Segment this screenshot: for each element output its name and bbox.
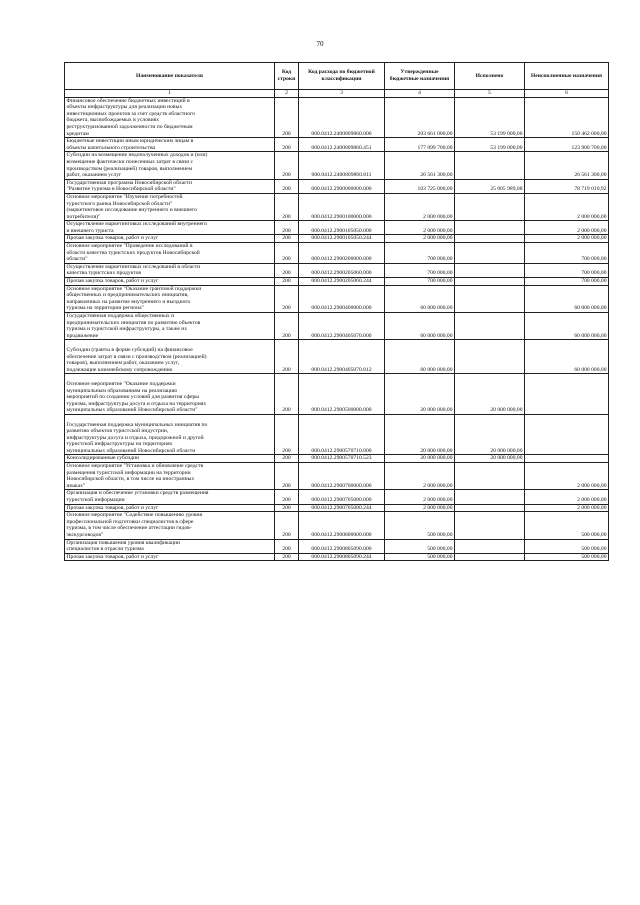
budget-execution-table <box>64 62 609 561</box>
row-unexecuted-amount: 2 000 000,00 <box>525 235 609 243</box>
row-executed-amount <box>455 278 525 286</box>
table-row <box>65 455 609 463</box>
row-executed-amount: 25 005 989,08 <box>455 179 525 193</box>
row-expense-code: 000.0412.2900700000.000 <box>299 463 385 490</box>
row-unexecuted-amount: 500 000,00 <box>525 539 609 553</box>
row-approved-amount: 2 000 000,00 <box>385 463 455 490</box>
row-executed-amount: 20 000 000,00 <box>455 414 525 455</box>
row-executed-amount <box>455 235 525 243</box>
row-unexecuted-amount: 26 561 300,00 <box>525 152 609 179</box>
row-expense-code: 000.0412.2400809860.811 <box>299 152 385 179</box>
row-approved-amount: 2 000 000,00 <box>385 221 455 235</box>
row-line-code: 200 <box>275 97 299 138</box>
table-row <box>65 235 609 243</box>
row-expense-code: 000.0412.2900200000.000 <box>299 243 385 264</box>
table-row <box>65 138 609 152</box>
row-executed-amount: 53 199 000,00 <box>455 97 525 138</box>
table-row <box>65 221 609 235</box>
row-unexecuted-amount: 78 719 010,92 <box>525 179 609 193</box>
table-row <box>65 463 609 490</box>
table-row <box>65 263 609 277</box>
row-approved-amount: 20 000 000,00 <box>385 374 455 415</box>
table-row <box>65 504 609 512</box>
row-expense-code: 000.0412.2900570710.000 <box>299 414 385 455</box>
row-indicator-name: Основное мероприятие "Содействие повышению уровня профессиональной подготовки специалистов в сфере туризма, в том числе обеспечение аттестации гидов- экскурсоводов" <box>65 512 275 539</box>
row-indicator-name: Организация повышения уровня квалификации специалистов в отрасли туризма <box>65 539 275 553</box>
row-unexecuted-amount <box>525 374 609 415</box>
row-line-code: 200 <box>275 490 299 504</box>
row-indicator-name: Основное мероприятие "Оказание поддержки муниципальным образованиям на реализацию мероприятий по созданию условий для развития сферы туризма, инфраструктуры досуга и отдыха на территориях муниципальных образований Новосибирской области" <box>65 374 275 415</box>
row-executed-amount <box>455 463 525 490</box>
row-indicator-name: Прочая закупка товаров, работ и услуг <box>65 278 275 286</box>
row-expense-code: 000.0412.2900800000.000 <box>299 512 385 539</box>
table-row <box>65 179 609 193</box>
row-unexecuted-amount: 60 000 000,00 <box>525 285 609 312</box>
row-executed-amount <box>455 243 525 264</box>
row-indicator-name: Бюджетные инвестиции иным юридическим лицам в объекты капитального строительства <box>65 138 275 152</box>
row-line-code: 200 <box>275 193 299 220</box>
header-approved: Утвержденные бюджетные назначения <box>385 63 455 90</box>
row-line-code: 200 <box>275 504 299 512</box>
row-indicator-name: Основное мероприятие "Проведение исследований в области качества туристских продуктов Новосибирской области" <box>65 243 275 264</box>
row-expense-code: 000.0412.2900205060.244 <box>299 278 385 286</box>
row-indicator-name: Консолидированные субсидии <box>65 455 275 463</box>
row-line-code: 200 <box>275 179 299 193</box>
row-unexecuted-amount: 700 000,00 <box>525 278 609 286</box>
row-line-code: 200 <box>275 313 299 340</box>
row-line-code: 200 <box>275 512 299 539</box>
row-indicator-name: Государственная поддержка общественных и предпринимательских инициатив по развитию объектов туризма и туристской инфраструктуры, а также их продвижение <box>65 313 275 340</box>
row-executed-amount: 53 199 000,00 <box>455 138 525 152</box>
row-expense-code: 000.0412.2900570710.523 <box>299 455 385 463</box>
row-expense-code: 000.0412.2900405070.812 <box>299 340 385 374</box>
row-unexecuted-amount <box>525 455 609 463</box>
row-unexecuted-amount: 500 000,00 <box>525 553 609 561</box>
row-approved-amount: 2 000 000,00 <box>385 235 455 243</box>
row-expense-code: 000.0412.2400809860.000 <box>299 97 385 138</box>
row-line-code: 200 <box>275 243 299 264</box>
table-row <box>65 512 609 539</box>
row-line-code: 200 <box>275 221 299 235</box>
row-unexecuted-amount: 60 000 000,00 <box>525 340 609 374</box>
row-executed-amount <box>455 553 525 561</box>
table-row <box>65 97 609 138</box>
row-expense-code: 000.0412.2400809860.451 <box>299 138 385 152</box>
row-approved-amount: 203 661 000,00 <box>385 97 455 138</box>
row-line-code: 200 <box>275 455 299 463</box>
row-executed-amount <box>455 221 525 235</box>
row-executed-amount <box>455 340 525 374</box>
table-row <box>65 374 609 415</box>
table-row <box>65 285 609 312</box>
row-line-code: 200 <box>275 263 299 277</box>
column-number: 4 <box>385 90 455 98</box>
row-executed-amount <box>455 263 525 277</box>
row-approved-amount: 60 000 000,00 <box>385 285 455 312</box>
row-executed-amount <box>455 313 525 340</box>
row-expense-code: 000.0412.2900705080.244 <box>299 504 385 512</box>
table-row <box>65 340 609 374</box>
row-expense-code: 000.0412.2900805090.000 <box>299 539 385 553</box>
row-approved-amount: 177 099 700,00 <box>385 138 455 152</box>
table-row <box>65 193 609 220</box>
row-indicator-name: Финансовое обеспечение бюджетных инвестиций в объекты инфраструктуры для реализации новых инвестиционных проектов за счет средств областного бюджета, высвобождаемых в условиях реструктуризованной задолженности по бюджетным кредитам <box>65 97 275 138</box>
row-indicator-name: Организация и обеспечение установки средств размещения туристской информации <box>65 490 275 504</box>
row-unexecuted-amount <box>525 414 609 455</box>
row-approved-amount: 26 561 300,00 <box>385 152 455 179</box>
row-indicator-name: Прочая закупка товаров, работ и услуг <box>65 504 275 512</box>
row-unexecuted-amount: 700 000,00 <box>525 243 609 264</box>
row-executed-amount <box>455 152 525 179</box>
column-number: 5 <box>455 90 525 98</box>
row-executed-amount: 20 000 000,00 <box>455 455 525 463</box>
row-indicator-name: Основное мероприятие "Оказание грантовой поддержки общественных и предпринимательских инициатив, направленных на развитие внутреннего и въездного туризма на территории региона" <box>65 285 275 312</box>
header-executed: Исполнено <box>455 63 525 90</box>
row-approved-amount: 20 000 000,00 <box>385 414 455 455</box>
row-unexecuted-amount: 2 000 000,00 <box>525 490 609 504</box>
row-approved-amount: 2 000 000,00 <box>385 193 455 220</box>
row-expense-code: 000.0412.2900105050.000 <box>299 221 385 235</box>
table-row <box>65 278 609 286</box>
row-indicator-name: Субсидии на возмещение недополученных доходов и (или) возмещение фактически понесенных затрат в связи с производством (реализацией) товаров, выполнением работ, оказанием услуг <box>65 152 275 179</box>
table-row <box>65 152 609 179</box>
row-expense-code: 000.0412.2900705080.000 <box>299 490 385 504</box>
row-indicator-name: Осуществление маркетинговых исследований внутреннего и внешнего туриста <box>65 221 275 235</box>
row-expense-code: 000.0412.2900500000.000 <box>299 374 385 415</box>
row-line-code: 200 <box>275 463 299 490</box>
row-expense-code: 000.0412.2900405070.000 <box>299 313 385 340</box>
row-unexecuted-amount: 2 000 000,00 <box>525 193 609 220</box>
row-executed-amount <box>455 539 525 553</box>
column-number: 6 <box>525 90 609 98</box>
column-number: 3 <box>299 90 385 98</box>
row-indicator-name: Прочая закупка товаров, работ и услуг <box>65 553 275 561</box>
row-unexecuted-amount: 2 000 000,00 <box>525 504 609 512</box>
row-line-code: 200 <box>275 138 299 152</box>
row-unexecuted-amount: 700 000,00 <box>525 263 609 277</box>
row-indicator-name: Субсидии (гранты в форме субсидий) на финансовое обеспечение затрат в связи с производством (реализацией) товаров), выполнением работ, оказанием услуг, подлежащие казначейскому сопровождению <box>65 340 275 374</box>
header-indicator-name: Наименование показателя <box>65 63 275 90</box>
row-expense-code: 000.0412.2900100000.000 <box>299 193 385 220</box>
column-number: 2 <box>275 90 299 98</box>
row-line-code: 200 <box>275 374 299 415</box>
row-expense-code: 000.0412.2900000000.000 <box>299 179 385 193</box>
row-approved-amount: 500 000,00 <box>385 539 455 553</box>
row-expense-code: 000.0412.2900105050.244 <box>299 235 385 243</box>
table-body <box>65 97 609 561</box>
table-row <box>65 414 609 455</box>
row-approved-amount: 500 000,00 <box>385 512 455 539</box>
row-executed-amount <box>455 285 525 312</box>
row-unexecuted-amount: 123 900 700,00 <box>525 138 609 152</box>
row-approved-amount: 700 000,00 <box>385 243 455 264</box>
row-executed-amount <box>455 504 525 512</box>
row-unexecuted-amount: 60 000 000,00 <box>525 313 609 340</box>
row-executed-amount: 20 000 000,00 <box>455 374 525 415</box>
header-row <box>65 63 609 90</box>
row-approved-amount: 700 000,00 <box>385 263 455 277</box>
table-row <box>65 490 609 504</box>
row-line-code: 200 <box>275 553 299 561</box>
header-expense-code: Код расхода по бюджетной классификации <box>299 63 385 90</box>
row-line-code: 200 <box>275 539 299 553</box>
row-indicator-name: Основное мероприятие "Установка и обновление средств размещения туристской информации на территории Новосибирской области, в том числе на иностранных языках" <box>65 463 275 490</box>
row-line-code: 200 <box>275 235 299 243</box>
row-executed-amount <box>455 490 525 504</box>
row-approved-amount: 700 000,00 <box>385 278 455 286</box>
row-indicator-name: Основное мероприятие "Изучение потребностей туристского рынка Новосибирской области" (маркетинговое исследование внутреннего и внешнего потребителя)" <box>65 193 275 220</box>
row-expense-code: 000.0412.2900805090.244 <box>299 553 385 561</box>
row-approved-amount: 2 000 000,00 <box>385 504 455 512</box>
table-row <box>65 313 609 340</box>
row-line-code: 200 <box>275 278 299 286</box>
row-approved-amount: 500 000,00 <box>385 553 455 561</box>
row-expense-code: 000.0412.2900205060.000 <box>299 263 385 277</box>
row-line-code: 200 <box>275 414 299 455</box>
column-number: 1 <box>65 90 275 98</box>
table-row <box>65 539 609 553</box>
row-approved-amount: 20 000 000,00 <box>385 455 455 463</box>
row-line-code: 200 <box>275 152 299 179</box>
row-unexecuted-amount: 500 000,00 <box>525 512 609 539</box>
row-approved-amount: 103 725 000,00 <box>385 179 455 193</box>
row-approved-amount: 2 000 000,00 <box>385 490 455 504</box>
row-executed-amount <box>455 193 525 220</box>
row-expense-code: 000.0412.2900400000.000 <box>299 285 385 312</box>
table-row <box>65 243 609 264</box>
column-number-row <box>65 90 609 98</box>
header-unexecuted: Неисполненные назначения <box>525 63 609 90</box>
table-row <box>65 553 609 561</box>
row-unexecuted-amount: 150 462 000,00 <box>525 97 609 138</box>
row-approved-amount: 60 000 000,00 <box>385 340 455 374</box>
row-executed-amount <box>455 512 525 539</box>
page-number: 70 <box>316 40 324 48</box>
header-line-code: Код строки <box>275 63 299 90</box>
row-unexecuted-amount: 2 000 000,00 <box>525 463 609 490</box>
row-indicator-name: Государственная поддержка муниципальных инициатив по развитию объектов туристской индустрии, инфраструктуры досуга и отдыха, придорожной и другой туристской инфраструктуры на территориях муниципальных образований Новосибирской области <box>65 414 275 455</box>
row-unexecuted-amount: 2 000 000,00 <box>525 221 609 235</box>
row-indicator-name: Государственная программа Новосибирской области "Развитие туризма в Новосибирской области" <box>65 179 275 193</box>
row-indicator-name: Прочая закупка товаров, работ и услуг <box>65 235 275 243</box>
row-line-code: 200 <box>275 285 299 312</box>
row-approved-amount: 60 000 000,00 <box>385 313 455 340</box>
row-line-code: 200 <box>275 340 299 374</box>
row-indicator-name: Осуществление маркетинговых исследований в области качества туристских продуктов <box>65 263 275 277</box>
